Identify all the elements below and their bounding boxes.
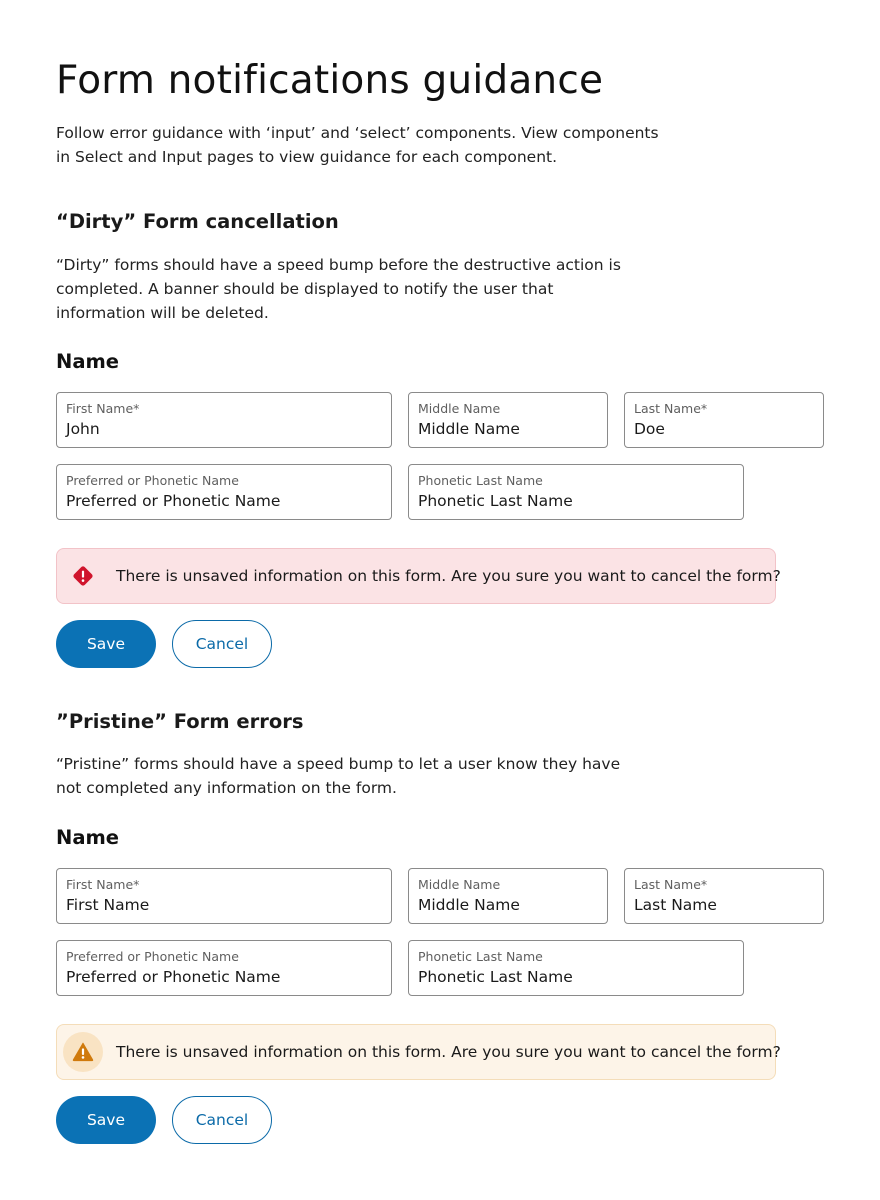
warning-triangle-icon [63,1032,103,1072]
middle-name-label: Middle Name [418,401,501,416]
page-title: Form notifications guidance [56,58,604,103]
last-name-value[interactable]: Doe [634,420,665,438]
pristine-save-button[interactable]: Save [56,1096,156,1144]
dirty-preferred-name-field[interactable] [56,464,392,520]
preferred-name-label: Preferred or Phonetic Name [66,473,239,488]
preferred-name-label: Preferred or Phonetic Name [66,949,239,964]
error-banner [56,548,781,604]
dirty-first-name-field[interactable] [56,392,392,448]
dirty-section-description: “Dirty” forms should have a speed bump before the destructive action is completed. A banner should be displayed to notify the user that information will be deleted. [56,256,621,322]
preferred-name-value[interactable]: Preferred or Phonetic Name [66,492,281,510]
phonetic-last-name-label: Phonetic Last Name [418,949,543,964]
dirty-name-group-label: Name [56,350,120,373]
last-name-label: Last Name* [634,877,708,892]
pristine-section-description: “Pristine” forms should have a speed bump to let a user know they have not completed any information on the form. [56,755,621,797]
phonetic-last-name-label: Phonetic Last Name [418,473,543,488]
dirty-section-heading: “Dirty” Form cancellation [56,210,339,233]
first-name-value[interactable]: First Name [66,896,150,914]
error-diamond-icon [63,556,103,596]
pristine-preferred-name-field[interactable] [56,940,392,996]
pristine-first-name-field[interactable] [56,868,392,924]
dirty-middle-name-field[interactable] [408,392,608,448]
phonetic-last-name-value[interactable]: Phonetic Last Name [418,968,573,986]
middle-name-value[interactable]: Middle Name [418,420,520,438]
pristine-middle-name-field[interactable] [408,868,608,924]
dirty-last-name-field[interactable] [624,392,824,448]
first-name-label: First Name* [66,401,140,416]
middle-name-value[interactable]: Middle Name [418,896,520,914]
pristine-last-name-field[interactable] [624,868,824,924]
last-name-value[interactable]: Last Name [634,896,717,914]
warning-banner-text: There is unsaved information on this form. Are you sure you want to cancel the form? [116,1043,781,1061]
warning-banner [56,1024,781,1080]
pristine-name-group-label: Name [56,826,120,849]
page-intro: Follow error guidance with ‘input’ and ‘select’ components. View components in Select and Input pages to view guidance for each component. [56,124,659,166]
phonetic-last-name-value[interactable]: Phonetic Last Name [418,492,573,510]
middle-name-label: Middle Name [418,877,501,892]
preferred-name-value[interactable]: Preferred or Phonetic Name [66,968,281,986]
first-name-value[interactable]: John [66,420,100,438]
last-name-label: Last Name* [634,401,708,416]
error-banner-text: There is unsaved information on this form. Are you sure you want to cancel the form? [116,567,781,585]
pristine-cancel-button[interactable]: Cancel [172,1096,272,1144]
dirty-save-button[interactable]: Save [56,620,156,668]
first-name-label: First Name* [66,877,140,892]
dirty-cancel-button[interactable]: Cancel [172,620,272,668]
pristine-phonetic-last-name-field[interactable] [408,940,744,996]
dirty-phonetic-last-name-field[interactable] [408,464,744,520]
pristine-section-heading: ”Pristine” Form errors [56,710,304,733]
